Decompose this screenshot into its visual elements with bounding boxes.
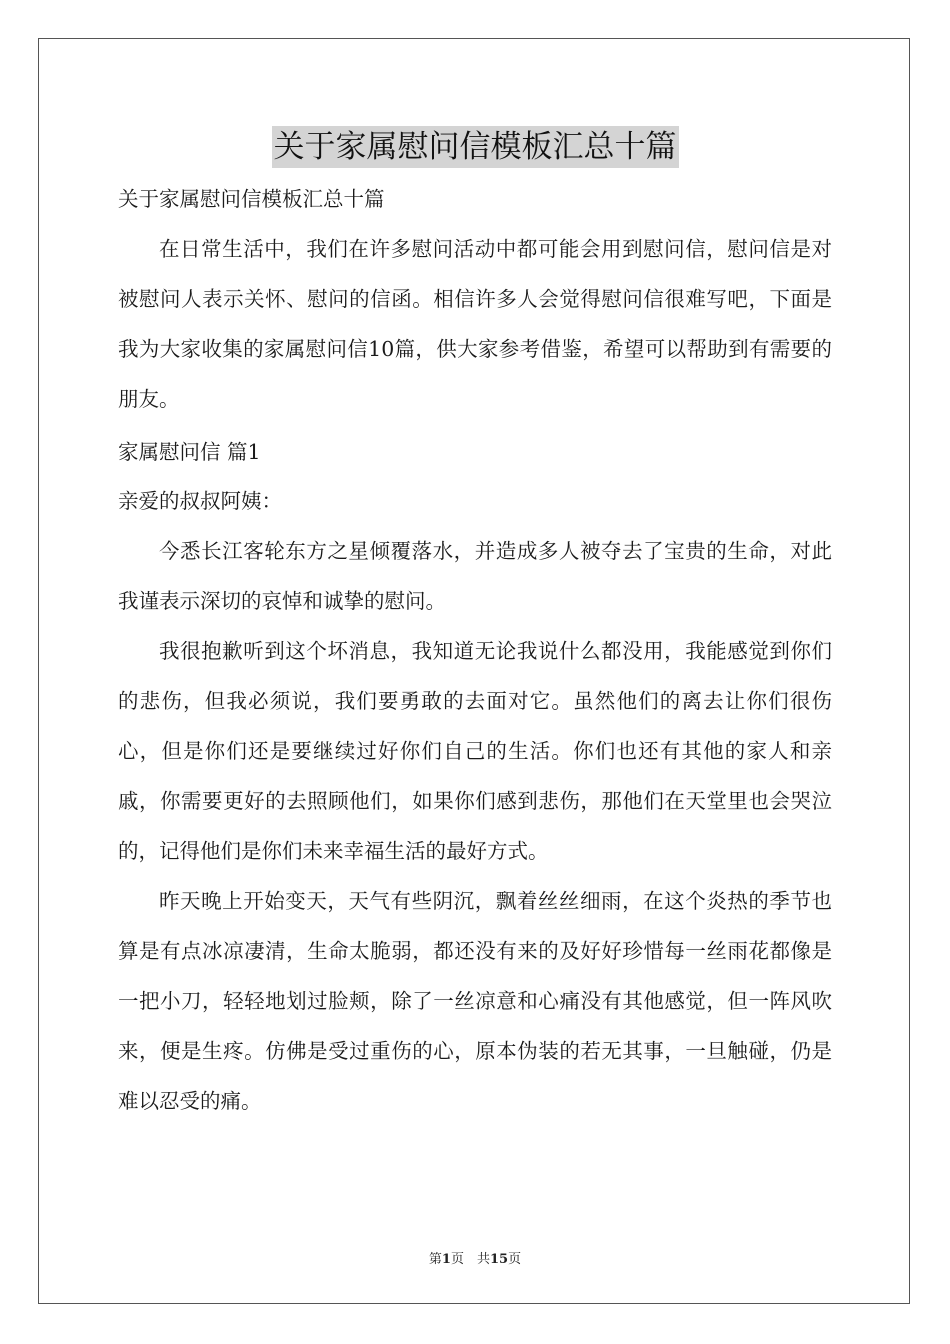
footer-prefix: 第 xyxy=(428,1252,442,1267)
salutation: 亲爱的叔叔阿姨： xyxy=(118,489,282,513)
intro-paragraph: 在日常生活中，我们在许多慰问活动中都可能会用到慰问信，慰问信是对被慰问人表示关怀、慰问的信函。相信许多人会觉得慰问信很难写吧，下面是我为大家收集的家属慰问信10篇，供大家参考借鉴，希望可以帮助到有需要的朋友。 xyxy=(118,237,832,411)
body-paragraph-2: 我很抱歉听到这个坏消息，我知道无论我说什么都没用，我能感觉到你们的悲伤，但我必须说，我们要勇敢的去面对它。虽然他们的离去让你们很伤心，但是你们还是要继续过好你们自己的生活。你们也还有其他的家人和亲戚，你需要更好的去照顾他们，如果你们感到悲伤，那他们在天堂里也会哭泣的，记得他们是你们未来幸福生活的最好方式。 xyxy=(118,639,832,863)
footer-page-number: 1 xyxy=(441,1252,451,1267)
document-body xyxy=(118,178,832,1126)
body-paragraph-3: 昨天晚上开始变天，天气有些阴沉，飘着丝丝细雨，在这个炎热的季节也算是有点冰凉凄清，生命太脆弱，都还没有来的及好好珍惜每一丝雨花都像是一把小刀，轻轻地划过脸颊，除了一丝凉意和心痛没有其他感觉，但一阵风吹来，便是生疼。仿佛是受过重伤的心，原本伪装的若无其事，一旦触碰，仍是难以忍受的痛。 xyxy=(118,889,832,1113)
section-heading: 家属慰问信 篇1 xyxy=(118,440,261,464)
document-title: 关于家属慰问信模板汇总十篇 xyxy=(272,126,679,168)
body-paragraph-1: 今悉长江客轮东方之星倾覆落水，并造成多人被夺去了宝贵的生命，对此我谨表示深切的哀悼和诚挚的慰问。 xyxy=(118,539,832,613)
footer-mid: 页 共 xyxy=(450,1252,490,1267)
footer-total-pages: 15 xyxy=(489,1252,509,1267)
title-container xyxy=(0,126,950,168)
footer-suffix: 页 xyxy=(508,1252,522,1267)
page-footer xyxy=(0,1248,950,1267)
subtitle: 关于家属慰问信模板汇总十篇 xyxy=(118,187,385,211)
